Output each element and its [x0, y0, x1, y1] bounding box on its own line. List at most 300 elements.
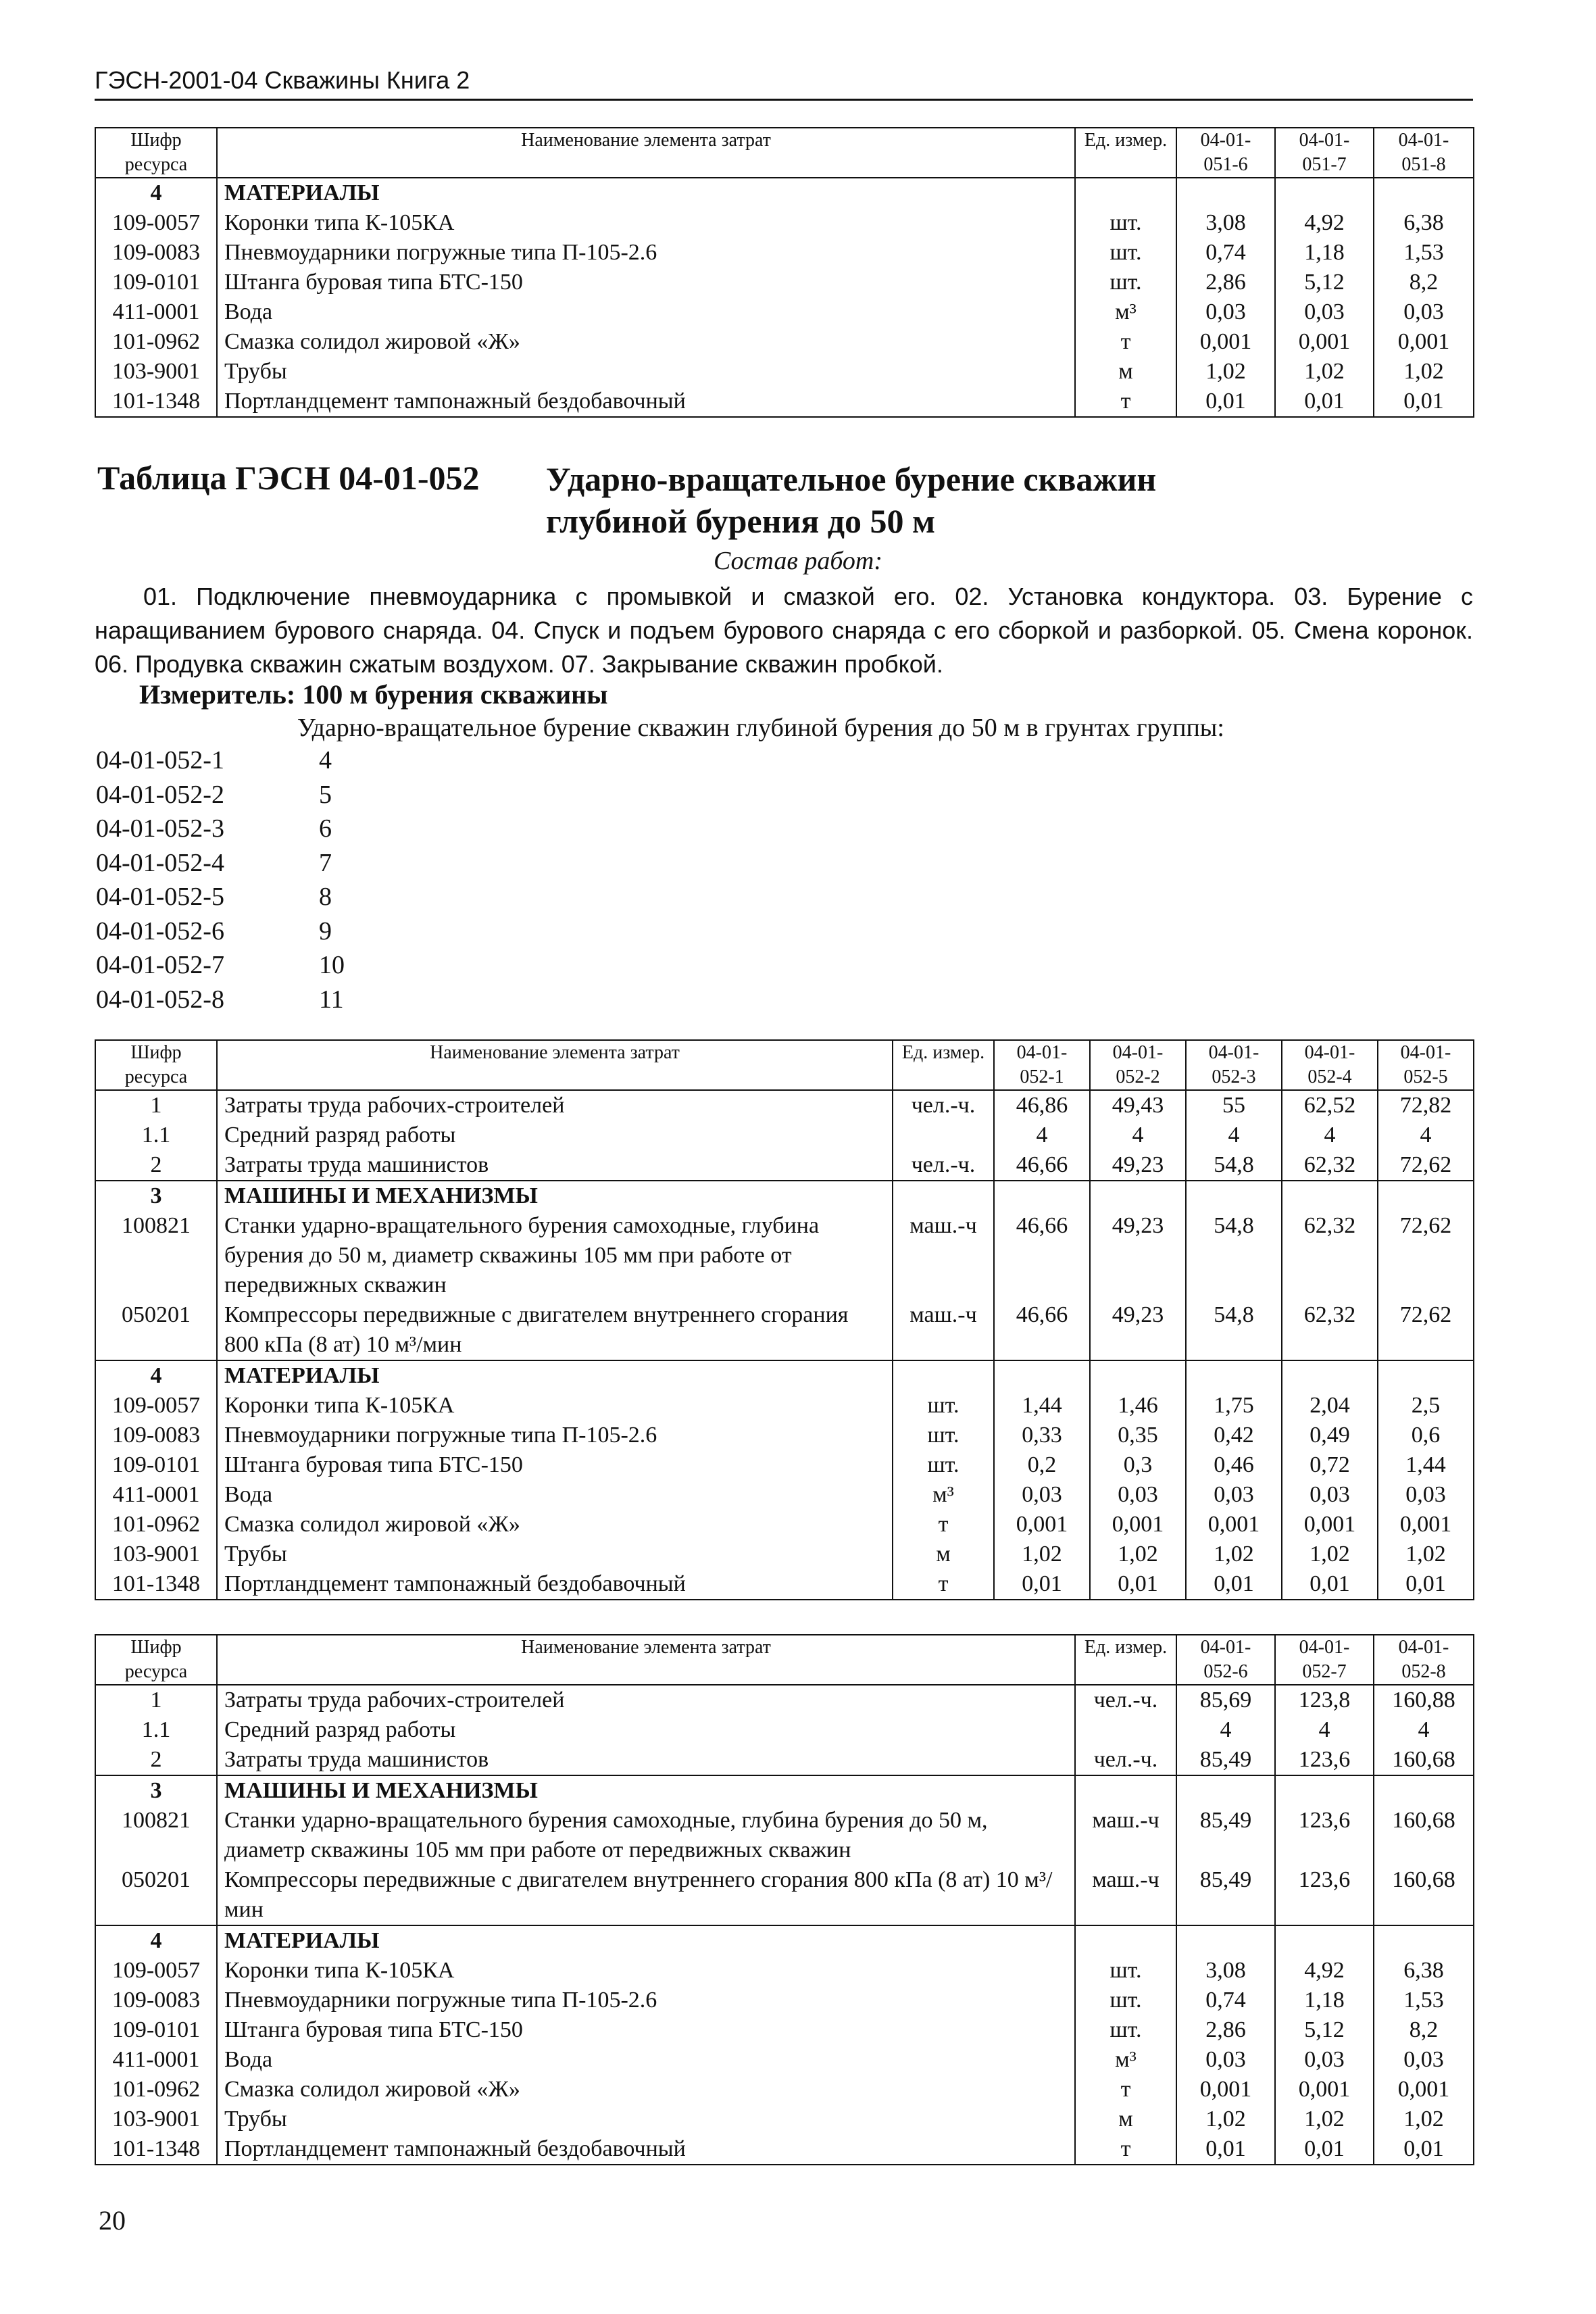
norm-code: 04-01-052-5	[96, 883, 224, 911]
row-value: 0,42	[1186, 1421, 1282, 1450]
row-value	[1282, 1360, 1378, 1391]
row-name: Портландцемент тампонажный бездобавочный	[217, 387, 1075, 417]
row-value: 1,44	[994, 1391, 1090, 1421]
row-value: 0,001	[1176, 2075, 1275, 2104]
row-value	[1176, 1925, 1275, 1956]
row-value: 160,68	[1374, 1745, 1474, 1775]
header-norm-line-2: 052-1	[1020, 1066, 1064, 1087]
measure-unit: Измеритель: 100 м бурения скважины	[139, 679, 608, 710]
row-value: 72,82	[1378, 1090, 1474, 1121]
header-row	[95, 128, 1474, 178]
row-name: Штанга буровая типа БТС-150	[217, 268, 1075, 297]
row-value: 49,23	[1090, 1211, 1186, 1300]
header-norm-code	[994, 1040, 1090, 1090]
row-code: 411-0001	[95, 2045, 217, 2075]
table-row	[95, 1685, 1474, 1715]
table-row	[95, 1421, 1474, 1450]
table-row	[95, 1480, 1474, 1510]
row-unit: чел.-ч.	[893, 1150, 994, 1181]
norm-code: 04-01-052-2	[96, 780, 224, 809]
row-value: 0,001	[1176, 327, 1275, 357]
row-unit	[1075, 178, 1176, 208]
norm-code-row	[96, 846, 345, 881]
table-row	[95, 178, 1474, 208]
header-norm-code	[1374, 128, 1474, 178]
header-name: Наименование элемента затрат	[217, 128, 1075, 178]
table-title-line-1: Ударно-вращательное бурение скважин	[546, 460, 1157, 498]
table-label: Таблица ГЭСН 04-01-052	[97, 459, 480, 497]
table-title	[546, 458, 1156, 542]
row-value: 0,03	[1374, 297, 1474, 327]
row-value: 62,32	[1282, 1150, 1378, 1181]
row-unit: т	[1075, 2075, 1176, 2104]
header-norm-line-1: 04-01-	[1112, 1042, 1164, 1063]
row-value: 4	[1282, 1121, 1378, 1150]
header-code	[95, 1040, 217, 1090]
soil-group: 5	[319, 780, 332, 809]
row-value: 160,68	[1374, 1806, 1474, 1865]
row-code: 4	[95, 1360, 217, 1391]
row-value	[994, 1181, 1090, 1211]
row-unit: шт.	[1075, 208, 1176, 238]
header-norm-line-1: 04-01-	[1299, 1637, 1350, 1658]
resource-table-051	[95, 127, 1474, 418]
header-norm-code	[1275, 128, 1374, 178]
header-norm-line-1: 04-01-	[1299, 130, 1350, 151]
row-value: 1,02	[1374, 2104, 1474, 2134]
row-name: Затраты труда рабочих-строителей	[217, 1685, 1075, 1715]
row-value: 46,66	[994, 1211, 1090, 1300]
row-code: 109-0101	[95, 1450, 217, 1480]
header-norm-code	[1378, 1040, 1474, 1090]
row-value: 46,86	[994, 1090, 1090, 1121]
row-code: 101-1348	[95, 387, 217, 417]
soil-group: 11	[319, 985, 344, 1014]
row-value: 72,62	[1378, 1300, 1474, 1360]
table-row	[95, 327, 1474, 357]
header-unit: Ед. измер.	[1075, 128, 1176, 178]
row-value: 49,43	[1090, 1090, 1186, 1121]
soil-group: 4	[319, 746, 332, 774]
row-code: 109-0101	[95, 268, 217, 297]
row-code: 100821	[95, 1211, 217, 1300]
row-code: 3	[95, 1181, 217, 1211]
row-code: 101-0962	[95, 327, 217, 357]
row-value: 62,32	[1282, 1300, 1378, 1360]
header-norm-line-1: 04-01-	[1200, 130, 1251, 151]
row-code: 2	[95, 1745, 217, 1775]
row-value: 4	[1378, 1121, 1474, 1150]
row-value: 2,04	[1282, 1391, 1378, 1421]
norm-code: 04-01-052-1	[96, 746, 224, 774]
row-value: 0,03	[1378, 1480, 1474, 1510]
row-name: Затраты труда машинистов	[217, 1150, 893, 1181]
row-unit	[1075, 1715, 1176, 1745]
row-value: 49,23	[1090, 1150, 1186, 1181]
row-value: 1,46	[1090, 1391, 1186, 1421]
row-name: Коронки типа К-105КА	[217, 1956, 1075, 1986]
row-value: 54,8	[1186, 1150, 1282, 1181]
row-unit: м³	[1075, 2045, 1176, 2075]
table-row	[95, 1925, 1474, 1956]
table-row	[95, 1569, 1474, 1600]
row-value: 0,72	[1282, 1450, 1378, 1480]
row-value: 0,03	[1282, 1480, 1378, 1510]
table-row	[95, 387, 1474, 417]
row-value	[1275, 178, 1374, 208]
soil-group: 8	[319, 883, 332, 911]
row-code: 109-0057	[95, 208, 217, 238]
row-value	[1090, 1360, 1186, 1391]
norm-code: 04-01-052-4	[96, 848, 224, 877]
row-name: Смазка солидол жировой «Ж»	[217, 327, 1075, 357]
row-name: Трубы	[217, 357, 1075, 387]
row-value: 0,01	[1275, 2134, 1374, 2165]
header-norm-line-2: 051-7	[1302, 154, 1347, 175]
table-row	[95, 208, 1474, 238]
row-value: 0,01	[1374, 2134, 1474, 2165]
row-name: Станки ударно-вращательного бурения самоходные, глубина бурения до 50 м, диаметр скважины 105 мм при работе от передвижных скважин	[217, 1211, 893, 1300]
table-row	[95, 1360, 1474, 1391]
table-row	[95, 1745, 1474, 1775]
row-value: 1,02	[994, 1540, 1090, 1569]
row-unit	[1075, 1925, 1176, 1956]
header-norm-line-2: 052-3	[1212, 1066, 1256, 1087]
row-code: 109-0057	[95, 1956, 217, 1986]
table-row	[95, 1181, 1474, 1211]
row-code: 050201	[95, 1865, 217, 1925]
header-code-line-1: Шифр	[130, 1637, 182, 1658]
header-name: Наименование элемента затрат	[217, 1635, 1075, 1685]
row-unit: маш.-ч	[1075, 1865, 1176, 1925]
row-value: 54,8	[1186, 1300, 1282, 1360]
header-code	[95, 1635, 217, 1685]
row-value: 0,01	[1176, 2134, 1275, 2165]
row-unit: шт.	[1075, 238, 1176, 268]
header-norm-line-1: 04-01-	[1398, 1637, 1449, 1658]
row-value: 0,49	[1282, 1421, 1378, 1450]
table-row	[95, 297, 1474, 327]
header-norm-code	[1275, 1635, 1374, 1685]
row-value: 1,02	[1186, 1540, 1282, 1569]
table-title-line-2: глубиной бурения до 50 м	[546, 502, 936, 540]
header-norm-line-2: 052-8	[1401, 1661, 1446, 1682]
row-value: 62,52	[1282, 1090, 1378, 1121]
row-value: 0,001	[1186, 1510, 1282, 1540]
table-row	[95, 1391, 1474, 1421]
row-value: 0,01	[1176, 387, 1275, 417]
norm-code-row	[96, 778, 345, 812]
row-unit: м³	[893, 1480, 994, 1510]
header-norm-code	[1186, 1040, 1282, 1090]
row-code: 109-0083	[95, 238, 217, 268]
header-unit: Ед. измер.	[1075, 1635, 1176, 1685]
table-row	[95, 1806, 1474, 1865]
soil-group: 7	[319, 848, 332, 877]
table-row	[95, 1090, 1474, 1121]
header-norm-line-2: 051-6	[1203, 154, 1248, 175]
row-value: 2,86	[1176, 268, 1275, 297]
row-value: 72,62	[1378, 1211, 1474, 1300]
row-value: 0,001	[1374, 2075, 1474, 2104]
row-unit: м	[1075, 2104, 1176, 2134]
row-value: 8,2	[1374, 2015, 1474, 2045]
table-row	[95, 2075, 1474, 2104]
row-unit: т	[1075, 387, 1176, 417]
row-name: Компрессоры передвижные с двигателем внутреннего сгорания 800 кПа (8 ат) 10 м³/мин	[217, 1300, 893, 1360]
row-value: 6,38	[1374, 1956, 1474, 1986]
row-unit: шт.	[1075, 1956, 1176, 1986]
row-code: 1	[95, 1090, 217, 1121]
row-value	[1374, 1925, 1474, 1956]
table-row	[95, 1715, 1474, 1745]
row-name: Портландцемент тампонажный бездобавочный	[217, 2134, 1075, 2165]
header-norm-line-1: 04-01-	[1398, 130, 1449, 151]
row-name: Компрессоры передвижные с двигателем внутреннего сгорания 800 кПа (8 ат) 10 м³/мин	[217, 1865, 1075, 1925]
soil-group: 10	[319, 951, 345, 979]
header-code	[95, 128, 217, 178]
row-value: 0,03	[1090, 1480, 1186, 1510]
row-value: 85,49	[1176, 1865, 1275, 1925]
norm-code: 04-01-052-6	[96, 916, 224, 945]
row-code: 101-1348	[95, 1569, 217, 1600]
row-name: Смазка солидол жировой «Ж»	[217, 2075, 1075, 2104]
table-row	[95, 1450, 1474, 1480]
row-value: 2,86	[1176, 2015, 1275, 2045]
header-name: Наименование элемента затрат	[217, 1040, 893, 1090]
row-value: 0,001	[1378, 1510, 1474, 1540]
row-value	[1186, 1360, 1282, 1391]
row-value: 4,92	[1275, 1956, 1374, 1986]
row-value: 1,53	[1374, 1986, 1474, 2015]
resource-table-052-part2	[95, 1634, 1474, 2165]
header-norm-code	[1282, 1040, 1378, 1090]
table-row	[95, 1956, 1474, 1986]
header-norm-line-1: 04-01-	[1208, 1042, 1260, 1063]
norm-code: 04-01-052-3	[96, 814, 224, 843]
row-code: 109-0101	[95, 2015, 217, 2045]
row-value: 0,01	[1186, 1569, 1282, 1600]
table-row	[95, 1540, 1474, 1569]
row-value: 1,53	[1374, 238, 1474, 268]
row-unit: т	[893, 1569, 994, 1600]
page-number: 20	[99, 2205, 126, 2236]
work-composition-label: Состав работ:	[713, 547, 883, 575]
row-unit: маш.-ч	[893, 1300, 994, 1360]
row-unit: шт.	[1075, 2015, 1176, 2045]
header-code-line-2: ресурса	[124, 1066, 188, 1087]
norm-code-row	[96, 812, 345, 846]
row-code: 109-0083	[95, 1986, 217, 2015]
row-unit: маш.-ч	[1075, 1806, 1176, 1865]
row-unit: шт.	[893, 1450, 994, 1480]
row-value: 4	[1090, 1121, 1186, 1150]
header-norm-code	[1176, 1635, 1275, 1685]
row-value: 46,66	[994, 1150, 1090, 1181]
table-row	[95, 1300, 1474, 1360]
table-row	[95, 2104, 1474, 2134]
row-value: 5,12	[1275, 268, 1374, 297]
row-unit: шт.	[893, 1421, 994, 1450]
row-unit: шт.	[1075, 268, 1176, 297]
row-value: 0,03	[1275, 297, 1374, 327]
row-unit: м	[893, 1540, 994, 1569]
header-norm-code	[1374, 1635, 1474, 1685]
row-value: 4	[1176, 1715, 1275, 1745]
row-value: 1,02	[1090, 1540, 1186, 1569]
row-value: 6,38	[1374, 208, 1474, 238]
row-code: 101-1348	[95, 2134, 217, 2165]
row-unit: м	[1075, 357, 1176, 387]
row-value: 0,001	[994, 1510, 1090, 1540]
row-value: 1,02	[1378, 1540, 1474, 1569]
row-value: 123,6	[1275, 1806, 1374, 1865]
row-name: Вода	[217, 1480, 893, 1510]
row-unit: шт.	[893, 1391, 994, 1421]
row-value: 1,18	[1275, 238, 1374, 268]
row-unit	[893, 1360, 994, 1391]
soil-group: 6	[319, 814, 332, 843]
row-name: МАТЕРИАЛЫ	[217, 1925, 1075, 1956]
header-norm-line-2: 052-6	[1203, 1661, 1248, 1682]
row-name: МАТЕРИАЛЫ	[217, 1360, 893, 1391]
row-value: 49,23	[1090, 1300, 1186, 1360]
header-code-line-1: Шифр	[130, 1042, 182, 1063]
row-code: 2	[95, 1150, 217, 1181]
row-value: 0,33	[994, 1421, 1090, 1450]
row-name: Трубы	[217, 1540, 893, 1569]
row-value	[1374, 1775, 1474, 1806]
norm-code-row	[96, 743, 345, 778]
row-value	[1378, 1360, 1474, 1391]
row-code: 411-0001	[95, 1480, 217, 1510]
header-norm-line-1: 04-01-	[1200, 1637, 1251, 1658]
row-value	[994, 1360, 1090, 1391]
header-row	[95, 1635, 1474, 1685]
row-value: 85,69	[1176, 1685, 1275, 1715]
table-row	[95, 1986, 1474, 2015]
row-value: 46,66	[994, 1300, 1090, 1360]
row-code: 050201	[95, 1300, 217, 1360]
row-code: 109-0083	[95, 1421, 217, 1450]
header-row	[95, 1040, 1474, 1090]
header-unit: Ед. измер.	[893, 1040, 994, 1090]
header-norm-line-2: 052-5	[1403, 1066, 1448, 1087]
row-code: 1.1	[95, 1121, 217, 1150]
row-value: 0,74	[1176, 1986, 1275, 2015]
row-name: Станки ударно-вращательного бурения самоходные, глубина бурения до 50 м, диаметр скважины 105 мм при работе от передвижных скважин	[217, 1806, 1075, 1865]
row-value: 0,6	[1378, 1421, 1474, 1450]
row-name: Вода	[217, 2045, 1075, 2075]
row-value: 0,01	[994, 1569, 1090, 1600]
row-code: 103-9001	[95, 1540, 217, 1569]
row-unit: м³	[1075, 297, 1176, 327]
row-value: 0,001	[1282, 1510, 1378, 1540]
norm-code: 04-01-052-8	[96, 985, 224, 1014]
row-value: 0,03	[1186, 1480, 1282, 1510]
row-value: 3,08	[1176, 1956, 1275, 1986]
row-code: 103-9001	[95, 357, 217, 387]
row-value: 0,001	[1275, 327, 1374, 357]
row-value: 0,01	[1090, 1569, 1186, 1600]
row-name: Средний разряд работы	[217, 1121, 893, 1150]
row-name: Штанга буровая типа БТС-150	[217, 2015, 1075, 2045]
row-value: 4	[1186, 1121, 1282, 1150]
row-value: 1,75	[1186, 1391, 1282, 1421]
row-value: 1,02	[1275, 357, 1374, 387]
row-value: 5,12	[1275, 2015, 1374, 2045]
row-value: 0,01	[1374, 387, 1474, 417]
row-unit: чел.-ч.	[1075, 1745, 1176, 1775]
row-value: 123,6	[1275, 1865, 1374, 1925]
row-value: 1,02	[1275, 2104, 1374, 2134]
row-unit	[893, 1181, 994, 1211]
soil-group: 9	[319, 916, 332, 945]
header-norm-code	[1176, 128, 1275, 178]
table-row	[95, 238, 1474, 268]
row-value: 0,35	[1090, 1421, 1186, 1450]
row-unit: чел.-ч.	[1075, 1685, 1176, 1715]
row-value	[1090, 1181, 1186, 1211]
header-norm-line-2: 052-7	[1302, 1661, 1347, 1682]
norm-code-row	[96, 880, 345, 914]
row-value: 1,02	[1282, 1540, 1378, 1569]
row-name: Коронки типа К-105КА	[217, 208, 1075, 238]
row-value: 0,46	[1186, 1450, 1282, 1480]
resource-table-052-part1	[95, 1039, 1474, 1600]
row-unit: т	[1075, 327, 1176, 357]
row-value: 0,74	[1176, 238, 1275, 268]
row-name: Пневмоударники погружные типа П-105-2.6	[217, 238, 1075, 268]
row-code: 1.1	[95, 1715, 217, 1745]
header-norm-line-2: 052-2	[1116, 1066, 1160, 1087]
row-value: 0,03	[1374, 2045, 1474, 2075]
row-code: 4	[95, 1925, 217, 1956]
row-value: 1,02	[1374, 357, 1474, 387]
row-value: 160,88	[1374, 1685, 1474, 1715]
page-header: ГЭСН-2001-04 Скважины Книга 2	[95, 66, 1473, 101]
row-name: МАТЕРИАЛЫ	[217, 178, 1075, 208]
row-unit: чел.-ч.	[893, 1090, 994, 1121]
norm-code-row	[96, 914, 345, 949]
row-value	[1374, 178, 1474, 208]
row-value	[1282, 1181, 1378, 1211]
row-value: 2,5	[1378, 1391, 1474, 1421]
row-value: 0,001	[1275, 2075, 1374, 2104]
table-row	[95, 2015, 1474, 2045]
row-value	[1378, 1181, 1474, 1211]
table-row	[95, 1150, 1474, 1181]
row-code: 3	[95, 1775, 217, 1806]
row-value: 123,6	[1275, 1745, 1374, 1775]
table-row	[95, 2045, 1474, 2075]
row-name: Затраты труда машинистов	[217, 1745, 1075, 1775]
row-value: 123,8	[1275, 1685, 1374, 1715]
row-value: 4	[1275, 1715, 1374, 1745]
row-value: 85,49	[1176, 1806, 1275, 1865]
row-unit: т	[893, 1510, 994, 1540]
norm-code-list	[96, 743, 345, 1016]
row-value: 1,02	[1176, 2104, 1275, 2134]
row-value	[1186, 1181, 1282, 1211]
row-value: 4,92	[1275, 208, 1374, 238]
row-value: 1,02	[1176, 357, 1275, 387]
row-name: Коронки типа К-105КА	[217, 1391, 893, 1421]
row-unit: шт.	[1075, 1986, 1176, 2015]
row-value: 54,8	[1186, 1211, 1282, 1300]
row-value: 8,2	[1374, 268, 1474, 297]
row-value: 72,62	[1378, 1150, 1474, 1181]
